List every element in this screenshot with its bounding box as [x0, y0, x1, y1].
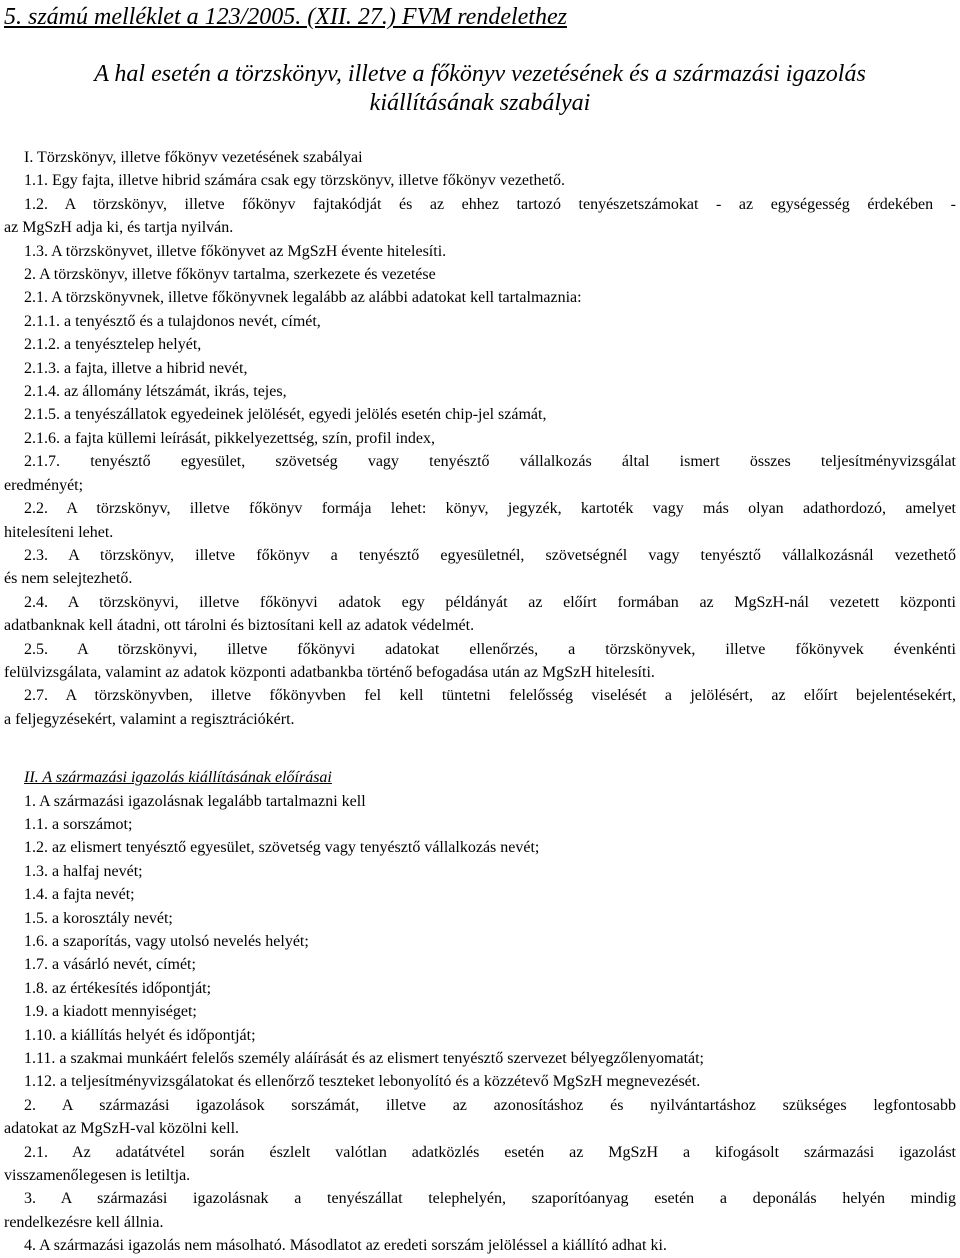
item-4: 4. A származási igazolás nem másolható. Másodlatot az eredeti sorszám jelöléssel a kiállító adhat ki.: [24, 1237, 667, 1255]
item-1-1: 1.1. a sorszámot;: [24, 815, 133, 833]
paragraph-2-4-line-2: adatbanknak kell átadni, ott tárolni és biztosítani kell az adatok védelmét.: [4, 617, 475, 635]
paragraph-2-2-line-1: 2.2. A törzskönyv, illetve főkönyv formája lehet: könyv, jegyzék, kartoték vagy más olyan adathordozó, amelyet: [24, 500, 956, 518]
section-1-heading: I. Törzskönyv, illetve főkönyv vezetésének szabályai: [24, 149, 363, 166]
paragraph-2-1-7-line-2: eredményét;: [4, 476, 84, 494]
item-1-11: 1.11. a szakmai munkáért felelős személy aláírását és az elismert tenyésztő szervezet bélyegzőlenyomatát;: [24, 1050, 704, 1068]
item-1-5: 1.5. a korosztály nevét;: [24, 909, 173, 927]
section-2-heading: [4, 766, 956, 789]
document-title-line-2: kiállításának szabályai: [369, 90, 591, 116]
item-1-12: 1.12. a teljesítményvizsgálatokat és ellenőrző teszteket lebonyolító és a közzétevő MgSzH megnevezését.: [24, 1073, 701, 1091]
paragraph-2-7-line-2: a feljegyzésekért, valamint a regisztrációkért.: [4, 710, 295, 728]
item-2-line-1: 2. A származási igazolások sorszámát, illetve az azonosításhoz és nyilvántartáshoz szükséges legfontosabb: [24, 1096, 956, 1114]
item-1-7: 1.7. a vásárló nevét, címét;: [24, 956, 196, 974]
paragraph-1-2-line-2: az MgSzH adja ki, és tartja nyilván.: [4, 219, 234, 237]
item-1-9: 1.9. a kiadott mennyiséget;: [24, 1003, 197, 1021]
appendix-reference: [4, 3, 567, 31]
item-1-6: 1.6. a szaporítás, vagy utolsó nevelés helyét;: [24, 933, 309, 950]
paragraph-2: 2. A törzskönyv, illetve főkönyv tartalma, szerkezete és vezetése: [24, 266, 436, 284]
paragraph-2-1-6: 2.1.6. a fajta küllemi leírását, pikkelyezettség, szín, profil index,: [24, 429, 435, 447]
item-1-10: 1.10. a kiállítás helyét és időpontját;: [24, 1026, 256, 1044]
paragraph-2-3-line-2: és nem selejtezhető.: [4, 570, 133, 588]
item-3-line-1: 3. A származási igazolásnak a tenyészállat telephelyén, szaporítóanyag esetén a deponálás helyén mindig: [24, 1190, 956, 1208]
paragraph-2-2-line-2: hitelesíteni lehet.: [4, 523, 114, 541]
document-title: [0, 60, 960, 118]
paragraph-1-3: 1.3. A törzskönyvet, illetve főkönyvet az MgSzH évente hitelesíti.: [24, 242, 447, 260]
paragraph-2-1: 2.1. A törzskönyvnek, illetve főkönyvnek legalább az alábbi adatokat kell tartalmaznia:: [24, 289, 582, 307]
paragraph-2-1-1: 2.1.1. a tenyésztő és a tulajdonos nevét, címét,: [24, 312, 321, 330]
paragraph-1-2-line-1: 1.2. A törzskönyv, illetve főkönyv fajtakódját és az ehhez tartozó tenyészetszámokat - az egységesség érdekében -: [24, 195, 956, 213]
document-title-line-1: A hal esetén a törzskönyv, illetve a főkönyv vezetésének és a származási igazolás: [94, 61, 866, 87]
paragraph-2-7-line-1: 2.7. A törzskönyvben, illetve főkönyvben fel kell tüntetni felelősség viselését a jelölésért, az előírt bejelentésekért,: [24, 687, 956, 705]
paragraph-2-5-line-1: 2.5. A törzskönyvi, illetve főkönyvi adatokat ellenőrzés, a törzskönyvek, illetve főkönyvek évenkénti: [24, 640, 956, 658]
paragraph-1-1: 1.1. Egy fajta, illetve hibrid számára csak egy törzskönyv, illetve főkönyv vezethető.: [24, 172, 566, 190]
paragraph-2-1-7-line-1: 2.1.7. tenyésztő egyesület, szövetség vagy tenyésztő vállalkozás által ismert összes teljesítményvizsgálat: [24, 453, 956, 471]
paragraph-2-5-line-2: felülvizsgálata, valamint az adatok központi adatbankba történő befogadása után az MgSzH hitelesíti.: [4, 663, 655, 681]
appendix-reference-text: 5. számú melléklet a 123/2005. (XII. 27.) FVM rendelethez: [4, 4, 567, 30]
section-2-heading-text: II. A származási igazolás kiállításának előírásai: [24, 769, 332, 787]
item-1-3: 1.3. a halfaj nevét;: [24, 862, 143, 880]
item-2-line-2: adatokat az MgSzH-val közölni kell.: [4, 1120, 240, 1138]
paragraph-2-1-2: 2.1.2. a tenyésztelep helyét,: [24, 336, 202, 354]
item-2-1-line-1: 2.1. Az adatátvétel során észlelt valótlan adatközlés esetén az MgSzH a kifogásolt származási igazolást: [24, 1143, 956, 1161]
document-body: [4, 146, 956, 1258]
item-1: 1. A származási igazolásnak legalább tartalmazni kell: [24, 792, 366, 810]
item-1-8: 1.8. az értékesítés időpontját;: [24, 979, 212, 997]
item-1-4: 1.4. a fajta nevét;: [24, 886, 135, 904]
paragraph-2-1-5: 2.1.5. a tenyészállatok egyedeinek jelölését, egyedi jelölés esetén chip-jel számát,: [24, 406, 547, 424]
paragraph-2-1-4: 2.1.4. az állomány létszámát, ikrás, tejes,: [24, 383, 287, 401]
item-1-2: 1.2. az elismert tenyésztő egyesület, szövetség vagy tenyésztő vállalkozás nevét;: [24, 839, 540, 857]
item-2-1-line-2: visszamenőlegesen is letiltja.: [4, 1167, 191, 1185]
item-3-line-2: rendelkezésre kell állnia.: [4, 1213, 164, 1231]
paragraph-2-1-3: 2.1.3. a fajta, illetve a hibrid nevét,: [24, 359, 248, 377]
paragraph-2-3-line-1: 2.3. A törzskönyv, illetve főkönyv a tenyésztő egyesületnél, szövetségnél vagy tenyésztő vállalkozásnál vezethető: [24, 546, 956, 564]
paragraph-2-4-line-1: 2.4. A törzskönyvi, illetve főkönyvi adatok egy példányát az előírt formában az MgSzH-nál vezetett központi: [24, 593, 956, 611]
